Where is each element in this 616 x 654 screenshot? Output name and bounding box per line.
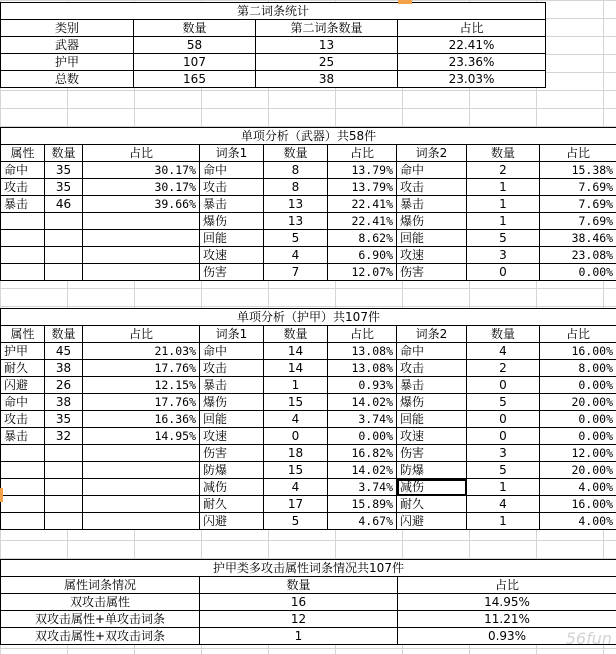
- table-cell[interactable]: 7.69%: [540, 179, 616, 196]
- weapon-analysis-table: [0, 127, 616, 281]
- table-cell[interactable]: 0: [467, 377, 540, 394]
- table-cell[interactable]: 12.15%: [83, 377, 200, 394]
- table-cell[interactable]: 15.38%: [540, 162, 616, 179]
- table-cell[interactable]: 双攻击属性: [1, 594, 200, 611]
- table-cell[interactable]: 35: [45, 411, 83, 428]
- table-cell[interactable]: 攻速: [397, 247, 467, 264]
- orange-row-marker: [0, 488, 3, 502]
- table-cell[interactable]: 7.69%: [540, 213, 616, 230]
- table-cell[interactable]: 21.03%: [83, 343, 200, 360]
- table-cell[interactable]: 双攻击属性+双攻击词条: [1, 628, 200, 645]
- table-cell[interactable]: 命中: [1, 162, 45, 179]
- table-cell[interactable]: 23.08%: [540, 247, 616, 264]
- column-header[interactable]: 第二词条数量: [256, 20, 398, 37]
- table-cell[interactable]: 13: [264, 196, 328, 213]
- table-cell[interactable]: 4: [467, 343, 540, 360]
- table-cell[interactable]: 16.82%: [328, 445, 397, 462]
- table-cell[interactable]: 14.02%: [328, 462, 397, 479]
- table-cell[interactable]: 暴击: [200, 196, 264, 213]
- table-cell[interactable]: 命中: [1, 394, 45, 411]
- table-cell[interactable]: 39.66%: [83, 196, 200, 213]
- table-cell[interactable]: 165: [134, 71, 256, 88]
- table-cell[interactable]: 1: [467, 213, 540, 230]
- table-title[interactable]: 单项分析（护甲）共107件: [1, 309, 616, 326]
- table-cell[interactable]: 38: [256, 71, 398, 88]
- table-row: [1, 343, 616, 360]
- column-header[interactable]: 数量: [467, 326, 540, 343]
- table-cell[interactable]: 爆伤: [200, 213, 264, 230]
- table-cell[interactable]: 107: [134, 54, 256, 71]
- column-header[interactable]: 词条2: [397, 326, 467, 343]
- table-cell[interactable]: [83, 479, 200, 496]
- column-header[interactable]: 数量: [264, 145, 328, 162]
- table-cell[interactable]: 8: [264, 162, 328, 179]
- armor-multi-attack-table: [0, 559, 616, 645]
- table-cell[interactable]: [83, 213, 200, 230]
- table-cell[interactable]: 0: [467, 428, 540, 445]
- table-cell[interactable]: 4: [467, 496, 540, 513]
- table-row: [1, 247, 616, 264]
- table-cell[interactable]: 14.95%: [398, 594, 616, 611]
- table-cell[interactable]: 双攻击属性+单攻击词条: [1, 611, 200, 628]
- table-cell[interactable]: 22.41%: [398, 37, 546, 54]
- table-cell[interactable]: 1: [200, 628, 398, 645]
- table-cell[interactable]: [83, 247, 200, 264]
- table-cell[interactable]: [83, 462, 200, 479]
- table-cell[interactable]: 暴击: [1, 196, 45, 213]
- table-cell[interactable]: 减伤: [200, 479, 264, 496]
- table-cell[interactable]: 38: [45, 360, 83, 377]
- table-cell[interactable]: 伤害: [200, 264, 264, 281]
- table-cell[interactable]: 38: [45, 394, 83, 411]
- table-cell[interactable]: 伤害: [397, 264, 467, 281]
- table-cell[interactable]: 5: [264, 230, 328, 247]
- table-cell[interactable]: 0.00%: [328, 428, 397, 445]
- column-header[interactable]: 数量: [264, 326, 328, 343]
- table-cell[interactable]: [1, 213, 45, 230]
- table-cell[interactable]: 17.76%: [83, 360, 200, 377]
- watermark-logo: 56fun: [565, 629, 612, 648]
- table-cell[interactable]: 1: [467, 513, 540, 530]
- column-header[interactable]: 词条2: [397, 145, 467, 162]
- table-cell[interactable]: [1, 230, 45, 247]
- table-cell[interactable]: [83, 230, 200, 247]
- table-cell[interactable]: 0.00%: [540, 377, 616, 394]
- table-cell[interactable]: 1: [467, 179, 540, 196]
- column-header[interactable]: 占比: [328, 145, 397, 162]
- table-cell[interactable]: 0.93%: [328, 377, 397, 394]
- table-cell[interactable]: [45, 230, 83, 247]
- table-row: [1, 54, 546, 71]
- table-cell[interactable]: 32: [45, 428, 83, 445]
- table-cell[interactable]: 攻击: [397, 360, 467, 377]
- table-row: [1, 411, 616, 428]
- table-cell[interactable]: 总数: [1, 71, 134, 88]
- table-cell[interactable]: [45, 496, 83, 513]
- column-header[interactable]: 属性: [1, 145, 45, 162]
- table-cell[interactable]: 3.74%: [328, 411, 397, 428]
- table-cell[interactable]: 0.00%: [540, 411, 616, 428]
- table-cell[interactable]: 暴击: [397, 377, 467, 394]
- table-cell[interactable]: 爆伤: [397, 394, 467, 411]
- table-cell[interactable]: 攻击: [397, 179, 467, 196]
- table-cell[interactable]: 攻速: [397, 428, 467, 445]
- table-cell[interactable]: 13.79%: [328, 179, 397, 196]
- table-cell[interactable]: 3: [467, 247, 540, 264]
- table-cell[interactable]: [45, 264, 83, 281]
- table-row: [1, 594, 616, 611]
- table-cell[interactable]: 减伤: [397, 479, 467, 496]
- table-cell[interactable]: 12: [200, 611, 398, 628]
- table-cell[interactable]: 5: [467, 230, 540, 247]
- column-header[interactable]: 词条1: [200, 326, 264, 343]
- table-cell[interactable]: 46: [45, 196, 83, 213]
- column-header[interactable]: 数量: [200, 577, 398, 594]
- table-cell[interactable]: 0.93%: [398, 628, 616, 645]
- table-row: [1, 611, 616, 628]
- table-cell[interactable]: 命中: [397, 343, 467, 360]
- table-cell[interactable]: 0: [467, 411, 540, 428]
- table-row: [1, 230, 616, 247]
- table-cell[interactable]: 4: [264, 479, 328, 496]
- table-row: [1, 179, 616, 196]
- table-cell[interactable]: 11.21%: [398, 611, 616, 628]
- table-cell[interactable]: 12.00%: [540, 445, 616, 462]
- table-row: [1, 513, 616, 530]
- table-cell[interactable]: 4.67%: [328, 513, 397, 530]
- table-cell[interactable]: 13.08%: [328, 343, 397, 360]
- table-cell[interactable]: [1, 496, 45, 513]
- table-cell[interactable]: 1: [264, 377, 328, 394]
- table-row: [1, 394, 616, 411]
- table-cell[interactable]: 20.00%: [540, 394, 616, 411]
- table-cell[interactable]: 5: [264, 513, 328, 530]
- column-header[interactable]: 数量: [45, 326, 83, 343]
- table-cell[interactable]: 命中: [200, 343, 264, 360]
- table-cell[interactable]: 回能: [200, 411, 264, 428]
- table-row: [1, 71, 546, 88]
- table-row: [1, 213, 616, 230]
- table-cell[interactable]: 15: [264, 394, 328, 411]
- table-cell[interactable]: 回能: [200, 230, 264, 247]
- table-cell[interactable]: [45, 479, 83, 496]
- column-header[interactable]: 属性词条情况: [1, 577, 200, 594]
- table-cell[interactable]: 2: [467, 360, 540, 377]
- table-cell[interactable]: 3: [467, 445, 540, 462]
- table-row: [1, 360, 616, 377]
- table-cell[interactable]: 6.90%: [328, 247, 397, 264]
- table-cell[interactable]: 暴击: [1, 428, 45, 445]
- table-cell[interactable]: 12.07%: [328, 264, 397, 281]
- table-cell[interactable]: 20.00%: [540, 462, 616, 479]
- table-cell[interactable]: 攻速: [200, 428, 264, 445]
- table-cell[interactable]: 伤害: [397, 445, 467, 462]
- table-cell[interactable]: 暴击: [397, 196, 467, 213]
- table-cell[interactable]: 0.00%: [540, 428, 616, 445]
- column-header[interactable]: 占比: [540, 145, 616, 162]
- table-cell[interactable]: 暴击: [200, 377, 264, 394]
- table-cell[interactable]: 35: [45, 179, 83, 196]
- table-cell[interactable]: 防爆: [397, 462, 467, 479]
- table-cell[interactable]: [45, 445, 83, 462]
- column-header[interactable]: 词条1: [200, 145, 264, 162]
- column-header[interactable]: 类别: [1, 20, 134, 37]
- table-cell[interactable]: 7: [264, 264, 328, 281]
- table-cell[interactable]: [45, 513, 83, 530]
- table-row: [1, 496, 616, 513]
- table-row: [1, 377, 616, 394]
- column-header[interactable]: 属性: [1, 326, 45, 343]
- column-header[interactable]: 占比: [398, 577, 616, 594]
- table-cell[interactable]: 16.00%: [540, 343, 616, 360]
- table-cell[interactable]: 0: [467, 264, 540, 281]
- table-cell[interactable]: [1, 264, 45, 281]
- table-cell[interactable]: 回能: [397, 230, 467, 247]
- table-cell[interactable]: 1: [467, 196, 540, 213]
- table-cell[interactable]: [83, 264, 200, 281]
- second-affix-summary-table: [0, 2, 546, 88]
- table-cell[interactable]: 16: [200, 594, 398, 611]
- table-title[interactable]: 单项分析（武器）共58件: [1, 128, 616, 145]
- table-cell[interactable]: 8: [264, 179, 328, 196]
- table-row: [1, 196, 616, 213]
- table-cell[interactable]: [1, 462, 45, 479]
- table-row: [1, 445, 616, 462]
- table-row: [1, 628, 616, 645]
- table-row: [1, 37, 546, 54]
- table-cell[interactable]: 14.95%: [83, 428, 200, 445]
- table-cell[interactable]: 16.00%: [540, 496, 616, 513]
- table-cell[interactable]: 13: [264, 213, 328, 230]
- table-cell[interactable]: [45, 213, 83, 230]
- table-cell[interactable]: 17.76%: [83, 394, 200, 411]
- column-header[interactable]: 数量: [134, 20, 256, 37]
- column-header[interactable]: 占比: [540, 326, 616, 343]
- table-cell[interactable]: 护甲: [1, 54, 134, 71]
- table-cell[interactable]: 14: [264, 343, 328, 360]
- table-cell[interactable]: 耐久: [200, 496, 264, 513]
- table-cell[interactable]: 防爆: [200, 462, 264, 479]
- table-cell[interactable]: 15: [264, 462, 328, 479]
- column-header[interactable]: 数量: [45, 145, 83, 162]
- table-cell[interactable]: 爆伤: [397, 213, 467, 230]
- table-cell[interactable]: 护甲: [1, 343, 45, 360]
- table-cell[interactable]: 4: [264, 411, 328, 428]
- table-cell[interactable]: 4.00%: [540, 513, 616, 530]
- table-cell[interactable]: [1, 513, 45, 530]
- table-cell[interactable]: 0.00%: [540, 264, 616, 281]
- table-cell[interactable]: [1, 445, 45, 462]
- table-cell[interactable]: [83, 513, 200, 530]
- table-cell[interactable]: 17: [264, 496, 328, 513]
- table-title[interactable]: 第二词条统计: [1, 3, 546, 20]
- column-header[interactable]: 数量: [467, 145, 540, 162]
- table-cell[interactable]: [45, 462, 83, 479]
- column-header[interactable]: 占比: [328, 326, 397, 343]
- table-row: [1, 162, 616, 179]
- table-cell[interactable]: 8.00%: [540, 360, 616, 377]
- table-row: [1, 479, 616, 496]
- table-cell[interactable]: 35: [45, 162, 83, 179]
- table-cell[interactable]: 16.36%: [83, 411, 200, 428]
- column-header[interactable]: 占比: [398, 20, 546, 37]
- table-cell[interactable]: 闪避: [1, 377, 45, 394]
- table-cell[interactable]: 26: [45, 377, 83, 394]
- table-row: [1, 462, 616, 479]
- table-cell[interactable]: 2: [467, 162, 540, 179]
- table-cell[interactable]: 30.17%: [83, 162, 200, 179]
- table-cell[interactable]: 伤害: [200, 445, 264, 462]
- table-cell[interactable]: 回能: [397, 411, 467, 428]
- table-cell[interactable]: 闪避: [397, 513, 467, 530]
- table-cell[interactable]: 15.89%: [328, 496, 397, 513]
- table-title[interactable]: 护甲类多攻击属性词条情况共107件: [1, 560, 616, 577]
- table-cell[interactable]: 13.08%: [328, 360, 397, 377]
- table-cell[interactable]: 14: [264, 360, 328, 377]
- table-cell[interactable]: 武器: [1, 37, 134, 54]
- table-cell[interactable]: 命中: [397, 162, 467, 179]
- table-cell[interactable]: 5: [467, 462, 540, 479]
- table-cell[interactable]: 命中: [200, 162, 264, 179]
- orange-column-marker: [398, 0, 412, 4]
- table-cell[interactable]: 5: [467, 394, 540, 411]
- table-cell[interactable]: [1, 247, 45, 264]
- column-header[interactable]: 占比: [83, 145, 200, 162]
- table-cell[interactable]: 耐久: [1, 360, 45, 377]
- table-cell[interactable]: 18: [264, 445, 328, 462]
- table-cell[interactable]: 22.41%: [328, 196, 397, 213]
- table-cell[interactable]: 23.36%: [398, 54, 546, 71]
- column-header[interactable]: 占比: [83, 326, 200, 343]
- table-cell[interactable]: 45: [45, 343, 83, 360]
- table-cell[interactable]: [83, 496, 200, 513]
- table-cell[interactable]: 7.69%: [540, 196, 616, 213]
- table-cell[interactable]: 3.74%: [328, 479, 397, 496]
- table-cell[interactable]: 13: [256, 37, 398, 54]
- table-cell[interactable]: 38.46%: [540, 230, 616, 247]
- table-cell[interactable]: 1: [467, 479, 540, 496]
- table-cell[interactable]: 耐久: [397, 496, 467, 513]
- table-cell[interactable]: 爆伤: [200, 394, 264, 411]
- armor-analysis-table: [0, 308, 616, 530]
- table-cell[interactable]: 23.03%: [398, 71, 546, 88]
- table-cell[interactable]: 闪避: [200, 513, 264, 530]
- table-cell[interactable]: 0: [264, 428, 328, 445]
- table-cell[interactable]: [45, 247, 83, 264]
- table-cell[interactable]: 14.02%: [328, 394, 397, 411]
- table-cell[interactable]: 攻击: [1, 411, 45, 428]
- table-cell[interactable]: 8.62%: [328, 230, 397, 247]
- table-cell[interactable]: 攻击: [200, 179, 264, 196]
- table-cell[interactable]: 攻击: [200, 360, 264, 377]
- table-cell[interactable]: [83, 445, 200, 462]
- table-row: [1, 264, 616, 281]
- table-cell[interactable]: 25: [256, 54, 398, 71]
- table-cell[interactable]: 22.41%: [328, 213, 397, 230]
- table-row: [1, 428, 616, 445]
- table-cell[interactable]: 攻击: [1, 179, 45, 196]
- table-cell[interactable]: 30.17%: [83, 179, 200, 196]
- table-cell[interactable]: 4.00%: [540, 479, 616, 496]
- table-cell[interactable]: [1, 479, 45, 496]
- table-cell[interactable]: 4: [264, 247, 328, 264]
- table-cell[interactable]: 58: [134, 37, 256, 54]
- table-cell[interactable]: 攻速: [200, 247, 264, 264]
- table-cell[interactable]: 13.79%: [328, 162, 397, 179]
